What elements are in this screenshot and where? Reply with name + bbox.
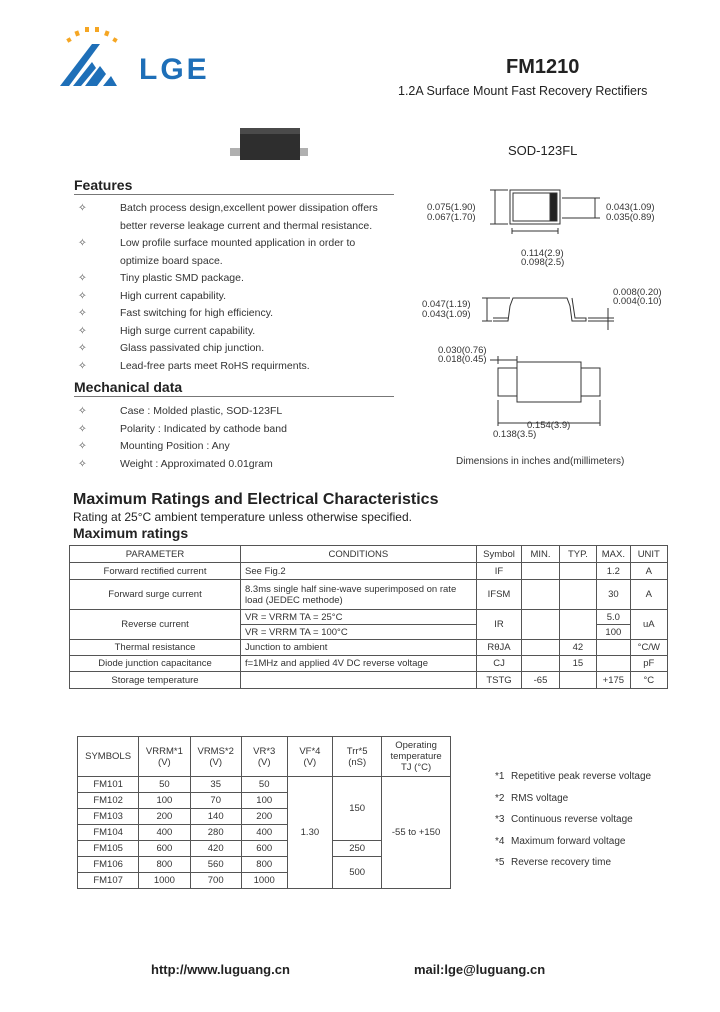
mechanical-heading: Mechanical data <box>74 379 394 397</box>
dim-f-max: 0.030(0.76) <box>438 345 487 356</box>
table-row: Thermal resistance Junction to ambient RθJA 42 °C/W <box>70 640 668 656</box>
footnote: *3 Continuous reverse voltage <box>495 814 633 825</box>
ratings-note: Rating at 25°C ambient temperature unless otherwise specified. <box>73 510 412 524</box>
dim-b-max: 0.043(1.09) <box>606 202 655 213</box>
dim-c-min: 0.098(2.5) <box>521 257 565 268</box>
list-item: ✧ Fast switching for high efficiency. <box>78 307 274 319</box>
dim-c-max: 0.114(2.9) <box>521 248 564 259</box>
ratings-heading: Maximum Ratings and Electrical Characteristics <box>73 491 439 508</box>
mechanical-list <box>74 403 394 473</box>
list-item: ✧ Case : Molded plastic, SOD-123FL <box>78 405 283 417</box>
table-row: FM101 50 35 50 1.30 150 -55 to +150 <box>78 777 451 793</box>
list-item: ✧ Polarity : Indicated by cathode band <box>78 422 287 435</box>
subtitle: 1.2A Surface Mount Fast Recovery Rectifiers <box>398 84 648 98</box>
dim-d-max: 0.047(1.19) <box>422 299 471 310</box>
list-item: ✧ High surge current capability. <box>78 324 256 337</box>
table-row: FM103 200 140 200 <box>78 809 451 825</box>
footnote: *1 Repetitive peak reverse voltage <box>495 771 652 782</box>
dimension-note: Dimensions in inches and(millimeters) <box>456 456 625 467</box>
footnote: *5 Reverse recovery time <box>495 857 612 868</box>
ratings-subheading: Maximum ratings <box>73 525 189 541</box>
table-row: VR = VRRM TA = 100°C 100 <box>70 625 668 640</box>
package-name: SOD-123FL <box>508 143 578 158</box>
list-item: ✧ Glass passivated chip junction. <box>78 342 265 354</box>
table-header: PARAMETER CONDITIONS Symbol MIN. TYP. MAX. UNIT <box>70 546 668 563</box>
package-drawing <box>420 178 680 478</box>
features-heading: Features <box>74 177 394 195</box>
table-row: Forward surge current 8.3ms single half sine-wave superimposed on rate load (JEDEC methode) IFSM 30 A <box>70 580 668 610</box>
table-row: FM105 600 420 600 250 <box>78 841 451 857</box>
footnote: *2 RMS voltage <box>495 792 569 804</box>
website-link[interactable]: http://www.luguang.cn <box>151 962 290 977</box>
dim-g-min: 0.138(3.5) <box>493 429 537 440</box>
list-item: ✧ Lead-free parts meet RoHS requirments. <box>78 359 310 372</box>
table-row: FM107 1000 700 1000 <box>78 873 451 889</box>
part-number: FM1210 <box>506 56 580 78</box>
list-item: ✧ Tiny plastic SMD package. <box>78 272 244 284</box>
dim-b-min: 0.035(0.89) <box>606 212 655 223</box>
footnotes <box>495 766 651 874</box>
list-item: ✧ Batch process design,excellent power dissipation offers better reverse leakage current and thermal resistance. <box>78 202 378 232</box>
table-row: Forward rectified current See Fig.2 IF 1.2 A <box>70 563 668 580</box>
logo-mark-icon <box>55 22 145 94</box>
list-item: ✧ Weight : Approximated 0.01gram <box>78 457 273 470</box>
dim-a-max: 0.075(1.90) <box>427 202 476 213</box>
dim-d-min: 0.043(1.09) <box>422 309 471 320</box>
dim-e-min: 0.004(0.10) <box>613 296 662 307</box>
footnote: *4 Maximum forward voltage <box>495 835 626 847</box>
table-header: SYMBOLS VRRM*1 (V) VRMS*2 (V) VR*3 (V) VF*4 (V) Trr*5 (nS) Operating temperature TJ (°C) <box>78 737 451 777</box>
selection-table <box>77 736 451 889</box>
company-logo <box>55 22 240 97</box>
package-photo <box>228 124 312 166</box>
email-link[interactable]: mail:lge@luguang.cn <box>414 962 546 977</box>
table-row: Storage temperature TSTG -65 +175 °C <box>70 672 668 689</box>
table-row: Reverse current VR = VRRM TA = 25°C IR 5.0 uA <box>70 610 668 625</box>
features-list <box>74 200 394 375</box>
list-item: ✧ High current capability. <box>78 289 227 302</box>
list-item: ✧ Low profile surface mounted application in order to optimize board space. <box>78 237 356 267</box>
dim-a-min: 0.067(1.70) <box>427 212 476 223</box>
ratings-table <box>69 545 668 689</box>
table-row: FM102 100 70 100 <box>78 793 451 809</box>
dim-f-min: 0.018(0.45) <box>438 354 487 365</box>
table-row: Diode junction capacitance f=1MHz and applied 4V DC reverse voltage CJ 15 pF <box>70 656 668 672</box>
dim-e-max: 0.008(0.20) <box>613 287 662 298</box>
table-row: FM104 400 280 400 <box>78 825 451 841</box>
list-item: ✧ Mounting Position : Any <box>78 440 230 452</box>
table-row: FM106 800 560 800 500 <box>78 857 451 873</box>
logo-text: LGE <box>139 53 210 86</box>
dim-g-max: 0.154(3.9) <box>527 420 571 431</box>
